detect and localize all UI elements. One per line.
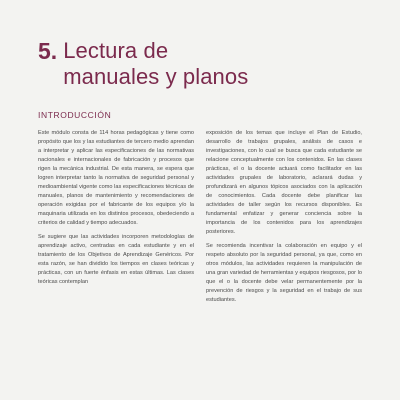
right-paragraph-2: Se recomienda incentivar la colaboración en equipo y el respeto absoluto por la seguridad personal, ya que, como en otros módulos, las actividades requieren la manipulación de una gran variedad de herramientas y equipos riesgosos, por lo que el o la docente debe velar permanentemente por la prevención de riesgos y la seguridad en el trabajo de sus estudiantes. <box>206 243 362 303</box>
chapter-title-block <box>38 38 248 90</box>
chapter-title <box>63 38 248 90</box>
right-column <box>206 129 362 310</box>
chapter-title-line-2: manuales y planos <box>63 64 249 89</box>
chapter-number: 5. <box>38 38 58 64</box>
section-heading: INTRODUCCIÓN <box>38 110 112 120</box>
left-paragraph-1: Este módulo consta de 114 horas pedagógicas y tiene como propósito que los y las estudiantes de tercero medio aprendan a interpretar y aplicar las especificaciones de las normativas nacionales e internacionales de fabricación y procesos que rigen la mecánica industrial. De esta manera, se espera que logren interpretar tanto la normativa de seguridad personal y medioambiental vigente como las especificaciones técnicas de manuales, planos de mantenimiento y recomendaciones de operación exigidas por el fabricante de los equipos y/o la maquinaria utilizada en los distintos procesos, obedeciendo a criterios de calidad y tiempo adecuados. <box>38 130 194 226</box>
chapter-title-line-1: Lectura de <box>63 38 169 63</box>
left-paragraph-2: Se sugiere que las actividades incorporen metodologías de aprendizaje activo, centradas en cada estudiante y en el tratamiento de los Objetivos de Aprendizaje Genéricos. Por esta razón, se han dividido los tiempos en clases teóricas y prácticas, con un fuerte énfasis en estas últimas. Las clases teóricas contemplan <box>38 234 194 285</box>
right-paragraph-1: exposición de los temas que incluye el Plan de Estudio, desarrollo de trabajos grupales, análisis de casos e investigaciones, con lo cual se busca que cada estudiante se relacione conceptualmente con los contenidos. En las clases prácticas, el o la docente actuará como facilitador en las actividades grupales de laboratorio, aclarará dudas y profundizará en algunos tópicos asociados con la aplicación de conocimientos. Cada docente debe planificar las actividades de taller según los recursos disponibles. Es fundamental enfatizar y generar conciencia sobre la importancia de los contenidos para los aprendizajes posteriores. <box>206 130 362 235</box>
left-column <box>38 129 194 292</box>
